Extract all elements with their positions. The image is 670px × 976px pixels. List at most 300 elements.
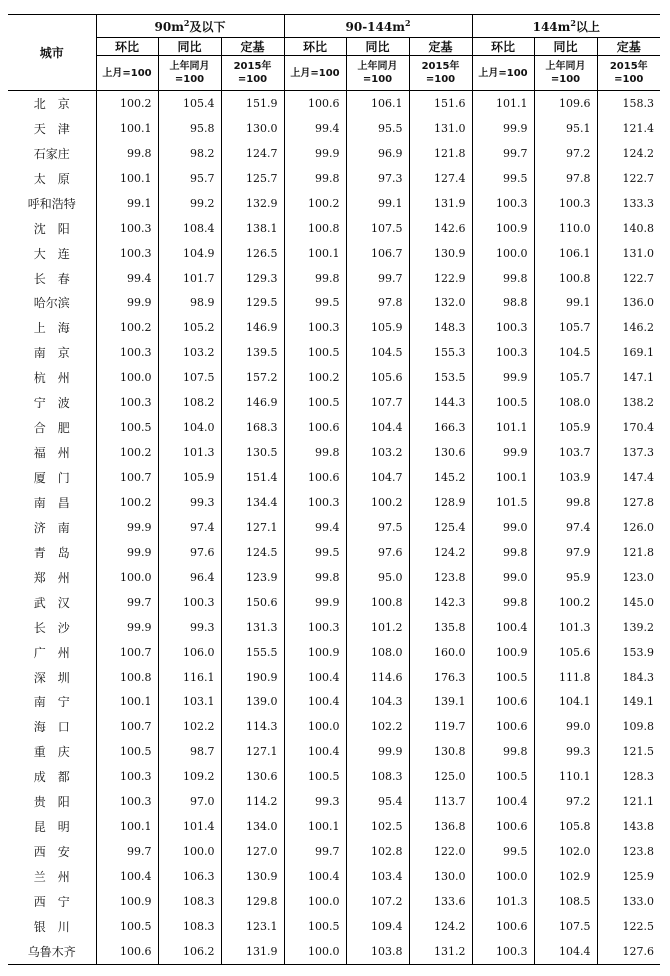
- table-row: [8, 440, 660, 465]
- index-value: 108.0: [534, 390, 597, 415]
- index-value: 99.5: [472, 839, 534, 864]
- index-value: 146.2: [597, 315, 660, 340]
- city-name: 合 肥: [33, 421, 70, 436]
- city-name: 南 宁: [33, 695, 70, 710]
- index-value: 122.5: [597, 914, 660, 939]
- index-value: 134.0: [221, 814, 284, 839]
- index-value: 125.7: [221, 166, 284, 191]
- index-value: 131.0: [409, 116, 472, 141]
- index-value: 100.3: [284, 615, 346, 640]
- index-value: 99.4: [284, 515, 346, 540]
- base-label-2015: 2015年=100: [597, 56, 660, 91]
- table-row: [8, 864, 660, 889]
- index-value: 121.1: [597, 789, 660, 814]
- index-value: 97.2: [534, 789, 597, 814]
- index-value: 130.8: [409, 739, 472, 764]
- index-value: 136.0: [597, 291, 660, 316]
- index-value: 100.5: [96, 739, 158, 764]
- index-value: 124.2: [597, 141, 660, 166]
- index-value: 100.7: [96, 465, 158, 490]
- index-value: 100.5: [284, 914, 346, 939]
- index-value: 149.1: [597, 690, 660, 715]
- index-value: 95.0: [346, 565, 409, 590]
- city-name: 南 昌: [33, 495, 70, 510]
- index-value: 100.1: [284, 241, 346, 266]
- table-row: [8, 914, 660, 939]
- index-value: 97.6: [346, 540, 409, 565]
- index-value: 128.9: [409, 490, 472, 515]
- table-row: [8, 266, 660, 291]
- index-value: 100.3: [534, 191, 597, 216]
- index-value: 166.3: [409, 415, 472, 440]
- index-value: 127.6: [597, 939, 660, 964]
- index-value: 100.2: [346, 490, 409, 515]
- city-name: 西 宁: [33, 894, 70, 909]
- index-value: 158.3: [597, 91, 660, 116]
- index-value: 100.2: [534, 590, 597, 615]
- table-row: [8, 690, 660, 715]
- index-value: 100.1: [96, 690, 158, 715]
- index-value: 100.2: [96, 440, 158, 465]
- index-value: 100.2: [284, 191, 346, 216]
- index-value: 139.0: [221, 690, 284, 715]
- index-value: 127.8: [597, 490, 660, 515]
- index-value: 99.9: [284, 141, 346, 166]
- index-value: 123.1: [221, 914, 284, 939]
- index-value: 100.3: [284, 490, 346, 515]
- city-name: 哈尔滨: [33, 296, 70, 311]
- table-row: [8, 540, 660, 565]
- index-value: 105.6: [346, 365, 409, 390]
- index-value: 136.8: [409, 814, 472, 839]
- index-value: 190.9: [221, 665, 284, 690]
- index-value: 138.1: [221, 216, 284, 241]
- index-value: 99.8: [534, 490, 597, 515]
- index-value: 135.8: [409, 615, 472, 640]
- index-value: 145.2: [409, 465, 472, 490]
- index-value: 132.0: [409, 291, 472, 316]
- index-value: 100.3: [472, 191, 534, 216]
- index-value: 97.2: [534, 141, 597, 166]
- index-value: 126.5: [221, 241, 284, 266]
- index-value: 155.5: [221, 640, 284, 665]
- index-value: 100.5: [96, 914, 158, 939]
- index-value: 131.2: [409, 939, 472, 964]
- table-row: [8, 465, 660, 490]
- index-value: 121.8: [597, 540, 660, 565]
- index-value: 106.1: [346, 91, 409, 116]
- index-value: 98.7: [158, 739, 221, 764]
- table-row: [8, 116, 660, 141]
- index-value: 133.6: [409, 889, 472, 914]
- table-row: [8, 166, 660, 191]
- base-label-2015: 2015年=100: [221, 56, 284, 91]
- index-value: 129.8: [221, 889, 284, 914]
- index-value: 100.0: [284, 889, 346, 914]
- index-value: 100.0: [96, 365, 158, 390]
- table-row: [8, 889, 660, 914]
- index-value: 101.1: [472, 415, 534, 440]
- city-name: 武 汉: [33, 595, 70, 610]
- index-value: 150.6: [221, 590, 284, 615]
- index-value: 99.8: [284, 440, 346, 465]
- index-value: 100.6: [284, 415, 346, 440]
- index-value: 102.2: [346, 714, 409, 739]
- index-value: 113.7: [409, 789, 472, 814]
- index-value: 99.5: [284, 540, 346, 565]
- index-value: 100.0: [472, 241, 534, 266]
- index-value: 104.7: [346, 465, 409, 490]
- index-value: 100.3: [472, 939, 534, 964]
- table-body: [8, 91, 660, 965]
- index-value: 139.2: [597, 615, 660, 640]
- index-value: 99.3: [158, 490, 221, 515]
- table-row: [8, 91, 660, 116]
- city-name: 西 安: [33, 845, 70, 860]
- index-value: 100.3: [96, 241, 158, 266]
- index-value: 97.6: [158, 540, 221, 565]
- table-row: [8, 739, 660, 764]
- index-value: 104.5: [346, 340, 409, 365]
- index-value: 106.0: [158, 640, 221, 665]
- city-name: 成 都: [33, 770, 70, 785]
- index-value: 105.4: [158, 91, 221, 116]
- city-name: 厦 门: [33, 471, 70, 486]
- table-row: [8, 216, 660, 241]
- index-value: 99.7: [96, 590, 158, 615]
- subheader-mom: 环比: [284, 38, 346, 56]
- table-row: [8, 515, 660, 540]
- index-value: 103.1: [158, 690, 221, 715]
- city-name: 银 川: [33, 919, 70, 934]
- index-value: 105.9: [158, 465, 221, 490]
- index-value: 99.7: [284, 839, 346, 864]
- index-value: 101.7: [158, 266, 221, 291]
- index-value: 111.8: [534, 665, 597, 690]
- table-row: [8, 640, 660, 665]
- index-value: 125.0: [409, 764, 472, 789]
- index-value: 125.4: [409, 515, 472, 540]
- index-value: 99.8: [472, 739, 534, 764]
- subheader-yoy: 同比: [158, 38, 221, 56]
- index-value: 105.8: [534, 814, 597, 839]
- city-name: 重 庆: [33, 745, 70, 760]
- subheader-yoy: 同比: [346, 38, 409, 56]
- index-value: 100.3: [284, 315, 346, 340]
- index-value: 99.0: [472, 565, 534, 590]
- index-value: 108.3: [158, 889, 221, 914]
- index-value: 99.9: [96, 291, 158, 316]
- index-value: 99.7: [346, 266, 409, 291]
- index-value: 97.9: [534, 540, 597, 565]
- index-value: 151.4: [221, 465, 284, 490]
- index-value: 99.1: [96, 191, 158, 216]
- index-value: 100.4: [472, 615, 534, 640]
- index-value: 119.7: [409, 714, 472, 739]
- index-value: 100.5: [472, 390, 534, 415]
- index-value: 102.5: [346, 814, 409, 839]
- index-value: 124.7: [221, 141, 284, 166]
- index-value: 123.0: [597, 565, 660, 590]
- index-value: 142.3: [409, 590, 472, 615]
- index-value: 122.7: [597, 266, 660, 291]
- index-value: 101.4: [158, 814, 221, 839]
- index-value: 100.6: [472, 714, 534, 739]
- index-value: 122.7: [597, 166, 660, 191]
- index-value: 105.9: [346, 315, 409, 340]
- index-value: 142.6: [409, 216, 472, 241]
- index-value: 100.5: [284, 390, 346, 415]
- index-value: 127.1: [221, 739, 284, 764]
- index-value: 104.4: [534, 939, 597, 964]
- index-value: 99.8: [96, 141, 158, 166]
- group-header-small: $90m^2$及以下: [96, 15, 284, 38]
- index-value: 98.9: [158, 291, 221, 316]
- index-value: 123.8: [597, 839, 660, 864]
- index-value: 102.9: [534, 864, 597, 889]
- index-value: 95.4: [346, 789, 409, 814]
- table-row: [8, 565, 660, 590]
- city-name: 沈 阳: [33, 221, 70, 236]
- price-index-table: [8, 14, 660, 965]
- index-value: 96.4: [158, 565, 221, 590]
- index-value: 107.5: [534, 914, 597, 939]
- index-value: 98.2: [158, 141, 221, 166]
- index-value: 114.6: [346, 665, 409, 690]
- index-value: 100.6: [472, 690, 534, 715]
- index-value: 132.9: [221, 191, 284, 216]
- table-row: [8, 291, 660, 316]
- index-value: 99.9: [284, 590, 346, 615]
- index-value: 99.8: [472, 540, 534, 565]
- index-value: 127.0: [221, 839, 284, 864]
- index-value: 100.3: [96, 216, 158, 241]
- index-value: 131.3: [221, 615, 284, 640]
- index-value: 107.2: [346, 889, 409, 914]
- index-value: 134.4: [221, 490, 284, 515]
- index-value: 137.3: [597, 440, 660, 465]
- price-index-table-container: [8, 14, 660, 965]
- city-column-header: 城市: [8, 15, 96, 91]
- index-value: 99.0: [534, 714, 597, 739]
- index-value: 131.9: [409, 191, 472, 216]
- index-value: 100.2: [96, 490, 158, 515]
- subheader-fixed-base: 定基: [221, 38, 284, 56]
- index-value: 99.9: [472, 116, 534, 141]
- index-value: 127.4: [409, 166, 472, 191]
- index-value: 100.7: [96, 714, 158, 739]
- index-value: 130.9: [221, 864, 284, 889]
- index-value: 104.1: [534, 690, 597, 715]
- index-value: 145.0: [597, 590, 660, 615]
- index-value: 109.6: [534, 91, 597, 116]
- index-value: 100.8: [346, 590, 409, 615]
- index-value: 129.5: [221, 291, 284, 316]
- index-value: 100.0: [472, 864, 534, 889]
- index-value: 140.8: [597, 216, 660, 241]
- index-value: 100.1: [96, 116, 158, 141]
- subheader-fixed-base: 定基: [597, 38, 660, 56]
- index-value: 100.0: [284, 939, 346, 964]
- index-value: 99.9: [472, 440, 534, 465]
- subheader-mom: 环比: [472, 38, 534, 56]
- index-value: 103.8: [346, 939, 409, 964]
- city-name: 宁 波: [33, 396, 70, 411]
- table-row: [8, 490, 660, 515]
- index-value: 100.7: [96, 640, 158, 665]
- index-value: 148.3: [409, 315, 472, 340]
- index-value: 108.0: [346, 640, 409, 665]
- table-row: [8, 939, 660, 964]
- index-value: 170.4: [597, 415, 660, 440]
- index-value: 105.9: [534, 415, 597, 440]
- city-name: 深 圳: [33, 670, 70, 685]
- city-name: 大 连: [33, 246, 70, 261]
- index-value: 99.9: [472, 365, 534, 390]
- index-value: 153.9: [597, 640, 660, 665]
- index-value: 100.3: [96, 390, 158, 415]
- index-value: 100.5: [472, 665, 534, 690]
- index-value: 107.5: [158, 365, 221, 390]
- index-value: 103.7: [534, 440, 597, 465]
- index-value: 100.0: [96, 565, 158, 590]
- index-value: 129.3: [221, 266, 284, 291]
- index-value: 97.8: [534, 166, 597, 191]
- index-value: 99.8: [284, 565, 346, 590]
- index-value: 139.1: [409, 690, 472, 715]
- index-value: 100.3: [472, 340, 534, 365]
- index-value: 106.2: [158, 939, 221, 964]
- index-value: 108.3: [346, 764, 409, 789]
- subheader-fixed-base: 定基: [409, 38, 472, 56]
- index-value: 101.3: [472, 889, 534, 914]
- index-value: 105.7: [534, 315, 597, 340]
- index-value: 99.1: [346, 191, 409, 216]
- index-value: 103.2: [346, 440, 409, 465]
- index-value: 130.0: [221, 116, 284, 141]
- base-label-prev-year: 上年同月=100: [346, 56, 409, 91]
- index-value: 99.3: [284, 789, 346, 814]
- index-value: 125.9: [597, 864, 660, 889]
- index-value: 99.5: [472, 166, 534, 191]
- index-value: 99.1: [534, 291, 597, 316]
- index-value: 100.5: [472, 764, 534, 789]
- index-value: 100.3: [96, 340, 158, 365]
- index-value: 104.3: [346, 690, 409, 715]
- index-value: 121.8: [409, 141, 472, 166]
- index-value: 100.2: [284, 365, 346, 390]
- index-value: 155.3: [409, 340, 472, 365]
- index-value: 146.9: [221, 315, 284, 340]
- index-value: 157.2: [221, 365, 284, 390]
- index-value: 97.5: [346, 515, 409, 540]
- city-name: 长 沙: [33, 620, 70, 635]
- index-value: 130.0: [409, 864, 472, 889]
- index-value: 110.1: [534, 764, 597, 789]
- index-value: 176.3: [409, 665, 472, 690]
- index-value: 103.9: [534, 465, 597, 490]
- index-value: 147.1: [597, 365, 660, 390]
- index-value: 108.4: [158, 216, 221, 241]
- index-value: 99.7: [96, 839, 158, 864]
- table-row: [8, 390, 660, 415]
- index-value: 99.9: [346, 739, 409, 764]
- index-value: 123.8: [409, 565, 472, 590]
- city-name: 贵 阳: [33, 795, 70, 810]
- index-value: 128.3: [597, 764, 660, 789]
- index-value: 100.3: [472, 315, 534, 340]
- index-value: 99.9: [96, 515, 158, 540]
- index-value: 130.6: [221, 764, 284, 789]
- index-value: 122.0: [409, 839, 472, 864]
- index-value: 103.4: [346, 864, 409, 889]
- index-value: 110.0: [534, 216, 597, 241]
- base-label-prev-year: 上年同月=100: [534, 56, 597, 91]
- index-value: 100.6: [472, 914, 534, 939]
- index-value: 99.3: [158, 615, 221, 640]
- index-value: 99.5: [284, 291, 346, 316]
- index-value: 95.9: [534, 565, 597, 590]
- base-label-prev-month: 上月=100: [472, 56, 534, 91]
- index-value: 108.5: [534, 889, 597, 914]
- subheader-yoy: 同比: [534, 38, 597, 56]
- index-value: 96.9: [346, 141, 409, 166]
- index-value: 100.9: [96, 889, 158, 914]
- index-value: 101.5: [472, 490, 534, 515]
- index-value: 99.8: [472, 590, 534, 615]
- city-name: 呼和浩特: [27, 196, 76, 211]
- index-value: 95.5: [346, 116, 409, 141]
- index-value: 100.1: [472, 465, 534, 490]
- index-value: 99.9: [96, 540, 158, 565]
- index-value: 126.0: [597, 515, 660, 540]
- index-value: 101.3: [158, 440, 221, 465]
- index-value: 106.3: [158, 864, 221, 889]
- city-name: 石家庄: [33, 146, 70, 161]
- index-value: 105.7: [534, 365, 597, 390]
- index-value: 97.3: [346, 166, 409, 191]
- index-value: 99.3: [534, 739, 597, 764]
- index-value: 101.2: [346, 615, 409, 640]
- index-value: 169.1: [597, 340, 660, 365]
- city-name: 太 原: [33, 171, 70, 186]
- index-value: 100.4: [284, 739, 346, 764]
- table-row: [8, 789, 660, 814]
- index-value: 133.0: [597, 889, 660, 914]
- group-header-large: $144m^2$以上: [472, 15, 660, 38]
- index-value: 100.8: [534, 266, 597, 291]
- base-label-prev-year: 上年同月=100: [158, 56, 221, 91]
- index-value: 114.3: [221, 714, 284, 739]
- table-row: [8, 141, 660, 166]
- index-value: 100.6: [284, 91, 346, 116]
- index-value: 102.2: [158, 714, 221, 739]
- index-value: 108.2: [158, 390, 221, 415]
- subheader-mom: 环比: [96, 38, 158, 56]
- index-value: 99.4: [96, 266, 158, 291]
- index-value: 97.0: [158, 789, 221, 814]
- city-name: 上 海: [33, 321, 70, 336]
- index-value: 146.9: [221, 390, 284, 415]
- index-value: 100.6: [284, 465, 346, 490]
- index-value: 105.6: [534, 640, 597, 665]
- table-row: [8, 415, 660, 440]
- index-value: 109.8: [597, 714, 660, 739]
- city-name: 海 口: [33, 720, 70, 735]
- index-value: 97.4: [158, 515, 221, 540]
- city-name: 北 京: [33, 96, 70, 111]
- index-value: 103.2: [158, 340, 221, 365]
